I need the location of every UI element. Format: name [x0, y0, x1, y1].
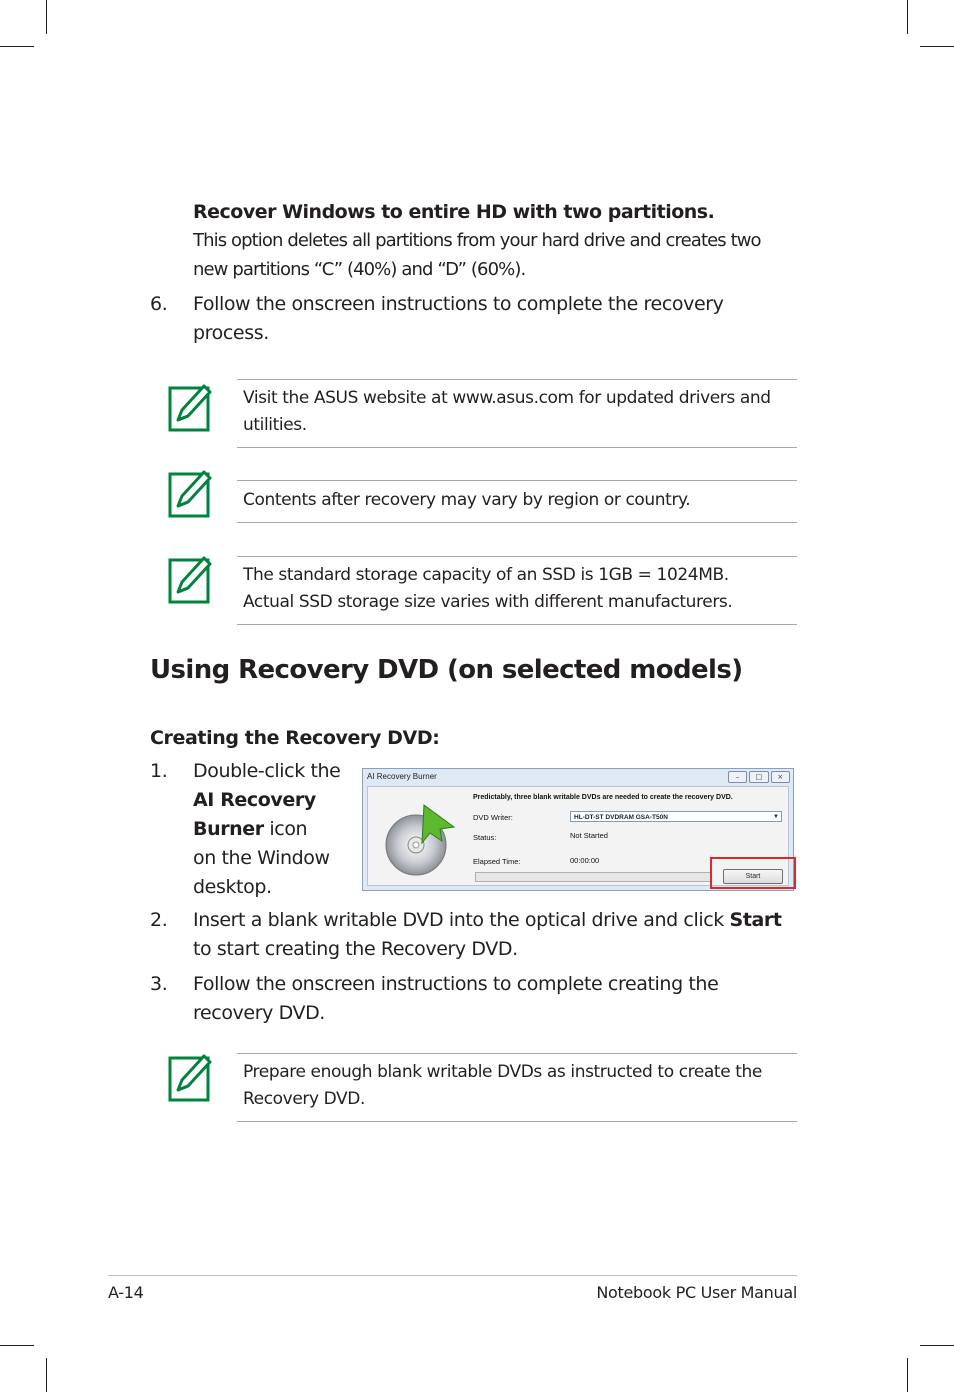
- crop-mark: [920, 1345, 954, 1346]
- manual-title: Notebook PC User Manual: [596, 1283, 797, 1302]
- recover-option-desc: This option deletes all partitions from your hard drive and creates two: [193, 230, 761, 251]
- step-number: 1.: [150, 760, 168, 782]
- step1-text-bold: Burner: [193, 818, 264, 840]
- chevron-down-icon: ▼: [773, 814, 779, 820]
- start-button[interactable]: Start: [723, 869, 783, 884]
- start-button-highlight: [710, 857, 796, 889]
- crop-mark: [907, 1358, 908, 1392]
- step2-text: Insert a blank writable DVD into the optical drive and click: [193, 909, 730, 931]
- dvd-writer-label: DVD Writer:: [473, 813, 513, 822]
- note-text: Contents after recovery may vary by region or country.: [243, 490, 691, 510]
- elapsed-value: 00:00:00: [570, 856, 600, 865]
- crop-mark: [46, 1358, 47, 1392]
- step6-text: process.: [193, 322, 269, 344]
- dvd-disc-icon: [384, 797, 458, 877]
- section-title: Using Recovery DVD (on selected models): [150, 655, 743, 685]
- note-pencil-icon: [168, 552, 212, 604]
- note-pencil-icon: [168, 380, 212, 432]
- status-value: Not Started: [570, 831, 608, 840]
- footer-rule: [108, 1275, 797, 1276]
- step-number: 6.: [150, 293, 168, 315]
- note-pencil-icon: [168, 1050, 212, 1102]
- progress-bar: [475, 872, 711, 882]
- note-text: Prepare enough blank writable DVDs as instructed to create the: [243, 1062, 762, 1082]
- step2-text-bold: Start: [729, 909, 782, 931]
- status-label: Status:: [473, 833, 497, 842]
- note-rule: [237, 522, 797, 523]
- note-rule: [237, 624, 797, 625]
- dvd-writer-value: HL-DT-ST DVDRAM GSA-T50N: [574, 814, 668, 821]
- crop-mark: [907, 0, 908, 34]
- step1-text: icon: [263, 818, 308, 840]
- crop-mark: [46, 0, 47, 34]
- crop-mark: [0, 1345, 34, 1346]
- burner-message: Predictably, three blank writable DVDs are needed to create the recovery DVD.: [473, 794, 733, 801]
- note-rule: [237, 447, 797, 448]
- close-icon[interactable]: ×: [771, 771, 790, 783]
- note-text: utilities.: [243, 415, 307, 435]
- step-number: 3.: [150, 973, 168, 995]
- note-rule: [237, 480, 797, 481]
- crop-mark: [920, 46, 954, 47]
- recover-option-title: Recover Windows to entire HD with two partitions.: [193, 201, 715, 223]
- step6-text: Follow the onscreen instructions to complete the recovery: [193, 293, 724, 315]
- step1-text: on the Window: [193, 847, 330, 869]
- note-text: Actual SSD storage size varies with different manufacturers.: [243, 592, 733, 612]
- step-number: 2.: [150, 909, 168, 931]
- window-controls: [728, 771, 790, 783]
- step1-text: desktop.: [193, 876, 272, 898]
- recover-option-desc: new partitions “C” (40%) and “D” (60%).: [193, 259, 526, 280]
- window-title: AI Recovery Burner: [367, 772, 437, 781]
- note-rule: [237, 1053, 797, 1054]
- step1-text-bold: AI Recovery: [193, 789, 316, 811]
- crop-mark: [0, 46, 34, 47]
- elapsed-label: Elapsed Time:: [473, 857, 521, 866]
- note-rule: [237, 556, 797, 557]
- note-text: The standard storage capacity of an SSD is 1GB = 1024MB.: [243, 565, 729, 585]
- dvd-writer-select[interactable]: [570, 811, 782, 822]
- note-pencil-icon: [168, 466, 212, 518]
- minimize-icon[interactable]: –: [728, 771, 747, 783]
- note-text: Recovery DVD.: [243, 1089, 365, 1109]
- note-rule: [237, 379, 797, 380]
- step3-text: Follow the onscreen instructions to complete creating the: [193, 973, 719, 995]
- note-rule: [237, 1121, 797, 1122]
- step2-text: to start creating the Recovery DVD.: [193, 938, 518, 960]
- subsection-title: Creating the Recovery DVD:: [150, 727, 440, 749]
- step1-text: Double-click the: [193, 760, 341, 782]
- note-text: Visit the ASUS website at www.asus.com for updated drivers and: [243, 388, 771, 408]
- maximize-icon[interactable]: □: [749, 771, 768, 783]
- page-number: A-14: [108, 1283, 144, 1302]
- step3-text: recovery DVD.: [193, 1002, 325, 1024]
